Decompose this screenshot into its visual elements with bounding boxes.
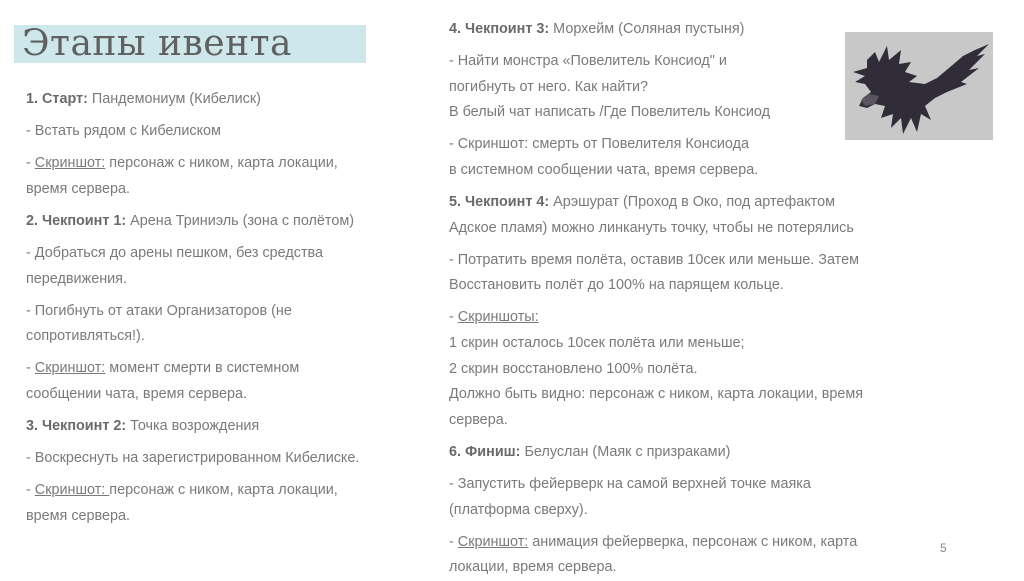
stage-location: Точка возрождения: [126, 418, 260, 435]
step-text: сопротивляться!).: [26, 328, 145, 345]
stage-start-screenshot: [26, 151, 426, 202]
screenshot-text: персонаж с ником, карта локации,: [105, 155, 338, 172]
stage-label: 3. Чекпоинт 2:: [26, 418, 127, 435]
screenshot-text: 2 скрин восстановлено 100% полёта.: [449, 360, 698, 377]
dash: -: [449, 533, 458, 550]
stage-checkpoint4-heading: [449, 190, 889, 241]
stage-checkpoint1-screenshot: [26, 356, 426, 407]
screenshot-text: Должно быть видно: персонаж с ником, карта локации, время: [449, 386, 864, 403]
monster-image: [845, 32, 993, 140]
stage-checkpoint2-screenshot: [26, 478, 426, 529]
screenshot-label: Скриншот:: [457, 533, 529, 550]
screenshot-text: в системном сообщении чата, время сервера.: [449, 161, 759, 178]
screenshot-label: Скриншот:: [34, 360, 106, 377]
screenshot-label: Скриншот:: [34, 482, 110, 499]
step-text: - Погибнуть от атаки Организаторов (не: [26, 302, 292, 319]
screenshot-text: - Скриншот: смерть от Повелителя Консиода: [449, 136, 750, 153]
stage-label: 5. Чекпоинт 4:: [449, 194, 550, 211]
step-text: В белый чат написать /Где Повелитель Консиод: [449, 104, 771, 121]
stage-location: Арена Триниэль (зона с полётом): [126, 212, 355, 229]
step-text: (платформа сверху).: [449, 501, 588, 518]
stage-checkpoint3-step: [449, 49, 889, 126]
slide-title: Этапы ивента: [22, 23, 292, 64]
stage-checkpoint1-step2: [26, 299, 426, 350]
stage-checkpoint4-screenshots: [449, 305, 889, 433]
screenshot-text: время сервера.: [26, 180, 131, 197]
step-text: - Запустить фейерверк на самой верхней точке маяка: [449, 476, 811, 492]
dash: -: [26, 482, 35, 499]
stage-finish-screenshot: [449, 530, 889, 581]
stage-start-heading: [26, 87, 426, 113]
stage-label: 2. Чекпоинт 1:: [26, 212, 127, 229]
stage-checkpoint3-heading: [449, 17, 889, 43]
stage-location: Пандемониум (Кибелиск): [87, 91, 261, 107]
stage-location: Арэшурат (Проход в Око, под артефактом: [549, 194, 836, 211]
step-text: - Добраться до арены пешком, без средства: [26, 244, 324, 261]
screenshot-text: персонаж с ником, карта локации,: [109, 482, 338, 499]
stage-checkpoint4-step: [449, 248, 889, 299]
screenshot-text: сообщении чата, время сервера.: [26, 385, 247, 402]
step-text: - Потратить время полёта, оставив 10сек или меньше. Затем: [449, 251, 859, 268]
step-text: Восстановить полёт до 100% на парящем кольце.: [449, 277, 784, 294]
stage-checkpoint1-step1: [26, 241, 426, 292]
screenshot-text: момент смерти в системном: [105, 360, 300, 377]
stage-label: 6. Финиш:: [449, 443, 521, 460]
screenshot-label: Скриншот:: [34, 155, 106, 172]
screenshot-label: Скриншоты:: [457, 309, 539, 326]
dash: -: [26, 360, 35, 377]
stage-finish-step: [449, 472, 889, 523]
dash: -: [26, 155, 35, 172]
step-text: передвижения.: [26, 270, 127, 287]
step-text: погибнуть от него. Как найти?: [449, 78, 649, 95]
stage-checkpoint2-heading: [26, 414, 426, 440]
left-column: [26, 87, 426, 536]
stage-start-step: - Встать рядом с Кибелиском: [26, 123, 221, 140]
stage-location: Белуслан (Маяк с призраками): [520, 443, 731, 460]
winged-creature-icon: [845, 32, 993, 140]
page-number: 5: [940, 541, 947, 555]
screenshot-text: локации, время сервера.: [449, 559, 617, 576]
stage-checkpoint2-step: - Воскреснуть на зарегистрированном Кибелиске.: [26, 450, 360, 467]
right-column: [449, 17, 889, 581]
screenshot-text: анимация фейерверка, персонаж с ником, карта: [528, 533, 858, 550]
stage-location: Морхейм (Соляная пустыня): [549, 21, 745, 37]
dash: -: [449, 309, 458, 326]
stage-checkpoint3-screenshot: [449, 132, 889, 183]
screenshot-text: время сервера.: [26, 507, 131, 524]
stage-location: Адское пламя) можно линкануть точку, чтобы не потерялись: [449, 219, 854, 236]
stage-finish-heading: [449, 440, 889, 466]
stage-label: 4. Чекпоинт 3:: [449, 21, 550, 37]
step-text: - Найти монстра «Повелитель Консиод" и: [449, 53, 727, 70]
stage-checkpoint1-heading: [26, 209, 426, 235]
screenshot-text: 1 скрин осталось 10сек полёта или меньше;: [449, 335, 745, 352]
screenshot-text: сервера.: [449, 411, 508, 428]
stage-label: 1. Старт:: [26, 91, 88, 107]
